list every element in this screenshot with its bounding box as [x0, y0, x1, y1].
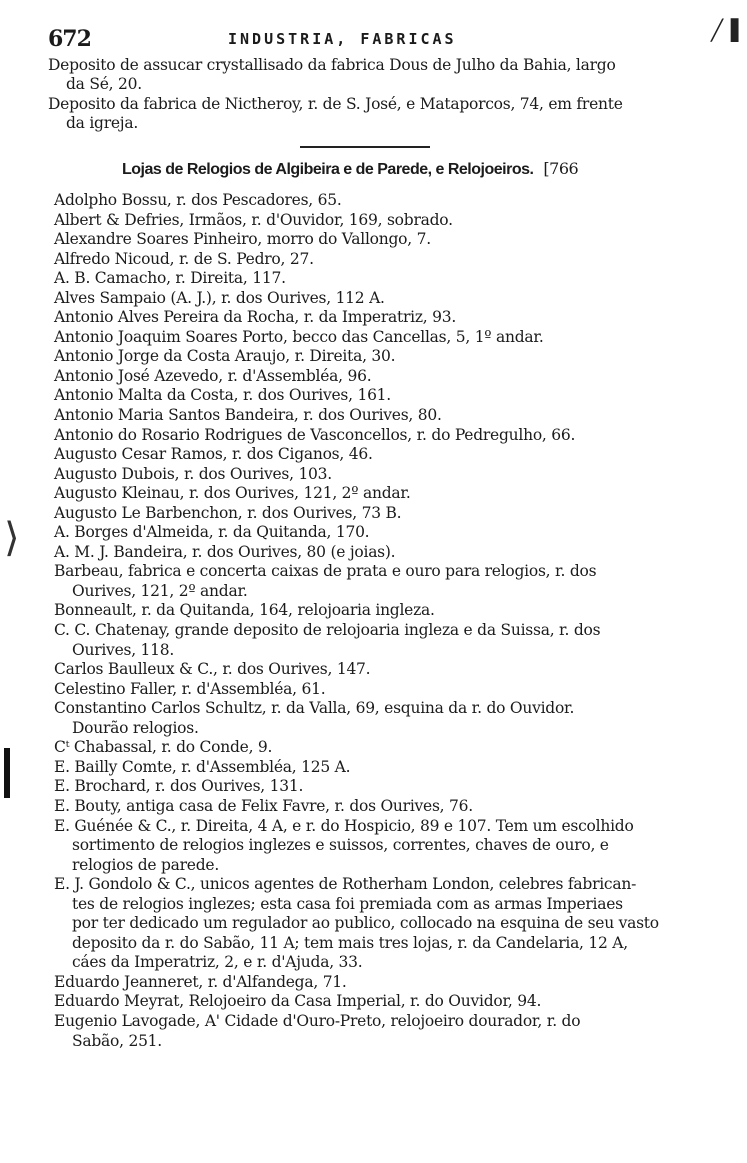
list-item: Ourives, 121, 2º andar. — [72, 581, 248, 600]
list-item: Antonio Joaquim Soares Porto, becco das Cancellas, 5, 1º andar. — [54, 327, 544, 346]
list-item: sortimento de relogios inglezes e suissos, correntes, chaves de ouro, e — [72, 836, 609, 855]
list-item: Antonio Malta da Costa, r. dos Ourives, 161. — [54, 386, 391, 405]
list-item: Augusto Cesar Ramos, r. dos Ciganos, 46. — [54, 445, 373, 464]
list-item: Eugenio Lavogade, A' Cidade d'Ouro-Preto, relojoeiro dourador, r. do — [54, 1011, 581, 1030]
list-item: Ourives, 118. — [72, 640, 175, 659]
list-item: Deposito de assucar crystallisado da fabrica Dous de Julho da Bahia, largo — [48, 56, 616, 74]
list-item: Celestino Faller, r. d'Assembléa, 61. — [54, 679, 326, 698]
list-item: C. C. Chatenay, grande deposito de relojoaria ingleza e da Suissa, r. dos — [54, 621, 601, 640]
list-item: E. Guénée & C., r. Direita, 4 A, e r. do Hospicio, 89 e 107. Tem um escolhido — [54, 816, 634, 835]
list-item: Alves Sampaio (A. J.), r. dos Ourives, 112 A. — [54, 288, 385, 307]
list-item: Cᵗ Chabassal, r. do Conde, 9. — [54, 738, 273, 757]
list-item: Augusto Kleinau, r. dos Ourives, 121, 2º andar. — [54, 484, 411, 503]
entry-list — [54, 191, 704, 1051]
margin-bracket-icon: ⟩ — [4, 515, 20, 561]
list-item: Deposito da fabrica de Nictheroy, r. de S. José, e Mataporcos, 74, em frente — [48, 94, 623, 113]
list-item: Sabão, 251. — [72, 1031, 162, 1050]
list-item: E. Bailly Comte, r. d'Assembléa, 125 A. — [54, 757, 351, 776]
margin-bar-icon — [4, 748, 10, 798]
page-number: 672 — [48, 26, 91, 52]
list-item: Barbeau, fabrica e concerta caixas de prata e ouro para relogios, r. dos — [54, 562, 597, 581]
section-title — [122, 159, 682, 179]
list-item: Antonio Alves Pereira da Rocha, r. da Imperatriz, 93. — [54, 308, 457, 327]
list-item: Dourão relogios. — [72, 718, 199, 737]
list-item: Antonio José Azevedo, r. d'Assembléa, 96. — [54, 366, 372, 385]
running-title: INDUSTRIA, FABRICAS — [228, 30, 457, 48]
list-item: Alfredo Nicoud, r. de S. Pedro, 27. — [54, 249, 314, 268]
list-item: deposito da r. do Sabão, 11 A; tem mais tres lojas, r. da Candelaria, 12 A, — [72, 933, 628, 952]
list-item: relogios de parede. — [72, 855, 220, 874]
list-item: Constantino Carlos Schultz, r. da Valla, 69, esquina da r. do Ouvidor. — [54, 699, 575, 718]
list-item: A. M. J. Bandeira, r. dos Ourives, 80 (e joias). — [54, 542, 396, 561]
list-item: E. J. Gondolo & C., unicos agentes de Rotherham London, celebres fabrican- — [54, 875, 637, 894]
list-item: A. B. Camacho, r. Direita, 117. — [54, 269, 286, 288]
list-item: cáes da Imperatriz, 2, e r. d'Ajuda, 33. — [72, 953, 363, 972]
list-item: Carlos Baulleux & C., r. dos Ourives, 147. — [54, 660, 371, 679]
list-item: Antonio Jorge da Costa Araujo, r. Direita, 30. — [54, 347, 396, 366]
list-item: Augusto Le Barbenchon, r. dos Ourives, 73 B. — [54, 503, 402, 522]
list-item: da Sé, 20. — [66, 75, 142, 94]
list-item: Adolpho Bossu, r. dos Pescadores, 65. — [54, 191, 342, 209]
list-item: Albert & Defries, Irmãos, r. d'Ouvidor, 169, sobrado. — [54, 210, 453, 229]
list-item: Augusto Dubois, r. dos Ourives, 103. — [54, 464, 332, 483]
section-divider — [300, 146, 430, 148]
list-item: Antonio Maria Santos Bandeira, r. dos Ourives, 80. — [54, 406, 442, 425]
list-item: Antonio do Rosario Rodrigues de Vasconcellos, r. do Pedregulho, 66. — [54, 425, 576, 444]
list-item: Bonneault, r. da Quitanda, 164, relojoaria ingleza. — [54, 601, 435, 620]
list-item: Eduardo Meyrat, Relojoeiro da Casa Imperial, r. do Ouvidor, 94. — [54, 992, 542, 1011]
section-heading: Lojas de Relogios de Algibeira e de Parede, e Relojoeiros. — [122, 161, 534, 178]
list-item: por ter dedicado um regulador ao publico, collocado na esquina de seu vasto — [72, 914, 659, 933]
page-header — [48, 26, 708, 52]
top-entries — [48, 56, 696, 134]
margin-mark-icon: ╱▐ — [711, 18, 739, 42]
list-item: E. Brochard, r. dos Ourives, 131. — [54, 777, 304, 796]
list-item: tes de relogios inglezes; esta casa foi premiada com as armas Imperiaes — [72, 894, 623, 913]
list-item: Alexandre Soares Pinheiro, morro do Vallongo, 7. — [54, 230, 431, 249]
list-item: Eduardo Jeanneret, r. d'Alfandega, 71. — [54, 972, 347, 991]
list-item: A. Borges d'Almeida, r. da Quitanda, 170. — [54, 523, 370, 542]
section-count: [766 — [543, 159, 579, 178]
list-item: da igreja. — [66, 114, 139, 133]
list-item: E. Bouty, antiga casa de Felix Favre, r. dos Ourives, 76. — [54, 796, 473, 815]
